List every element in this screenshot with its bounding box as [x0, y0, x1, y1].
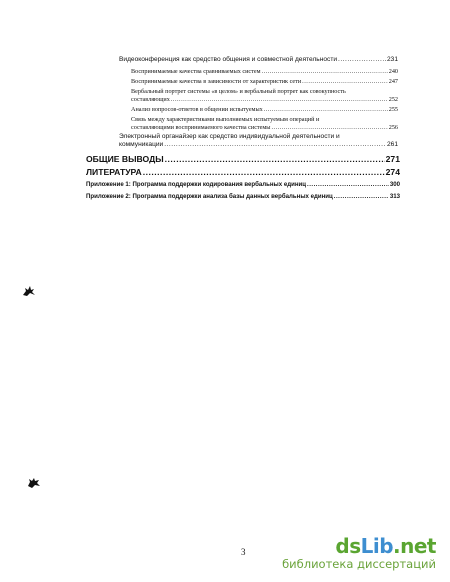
toc-entry[interactable] [131, 124, 398, 131]
toc-entry-page: 271 [385, 154, 400, 164]
toc-entry-page: 240 [388, 68, 398, 75]
dot-leader [262, 68, 388, 75]
dot-leader [165, 154, 385, 164]
toc-entry[interactable] [131, 96, 398, 103]
dot-leader [164, 141, 386, 148]
toc-entry-page: 274 [385, 167, 400, 177]
toc-entry-label: Видеоконференция как средство общения и совместной деятельности [119, 56, 338, 63]
dot-leader [171, 96, 388, 103]
dslib-logo[interactable] [282, 536, 436, 571]
logo-ds: ds [335, 534, 361, 558]
dot-leader [271, 124, 387, 131]
logo-lib: Lib [360, 534, 394, 558]
dot-leader [338, 56, 386, 63]
logo-net: .net [393, 534, 436, 558]
toc-entry-page: 313 [389, 193, 400, 200]
toc-entry-label-line1: Электронный органайзер как средство индивидуальной деятельности и [119, 133, 340, 140]
toc-entry[interactable] [119, 141, 398, 148]
toc-entry[interactable] [86, 193, 400, 200]
toc-entry-label: Воспринимаемые качества в зависимости от характеристик сети [131, 78, 302, 85]
page-number: 3 [241, 547, 246, 557]
toc-entry[interactable] [86, 181, 400, 188]
dot-leader [334, 193, 389, 200]
toc-entry-label: ЛИТЕРАТУРА [86, 167, 142, 177]
logo-tagline: библиотека диссертаций [282, 557, 436, 571]
toc-entry-label-line2: коммуникации [119, 141, 164, 148]
toc-entry[interactable] [131, 68, 398, 75]
toc-entry-label: Анализ вопросов-ответов в общении испытуемых [131, 106, 263, 113]
ink-mark-icon [22, 285, 36, 297]
toc-entry[interactable] [131, 78, 398, 85]
toc-entry-label-line2: составляющих [131, 96, 170, 103]
toc-entry-label: Приложение 2: Программа поддержки анализа базы данных вербальных единиц [86, 193, 333, 200]
toc-entry[interactable] [119, 56, 398, 63]
toc-entry-page: 252 [388, 96, 398, 103]
toc-entry-label: Приложение 1: Программа поддержки кодирования вербальных единиц [86, 181, 307, 188]
toc-entry[interactable] [86, 167, 400, 177]
toc-entry-page: 300 [389, 181, 400, 188]
toc-entry[interactable] [131, 106, 398, 113]
logo-wordmark [282, 536, 436, 556]
toc-entry-page: 256 [388, 124, 398, 131]
toc-entry[interactable] [86, 154, 400, 164]
toc-entry-label-line2: составляющими воспринимаемого качества системы [131, 124, 271, 131]
dot-leader [264, 106, 388, 113]
ink-mark-icon [27, 477, 41, 489]
toc-entry-page: 261 [386, 141, 398, 148]
toc-entry-page: 247 [388, 78, 398, 85]
toc-entry-page: 255 [388, 106, 398, 113]
toc-entry-label-line1: Связь между характеристиками выполняемых испытуемым операций и [131, 116, 320, 123]
dot-leader [143, 167, 385, 177]
toc-entry-page: 231 [386, 56, 398, 63]
toc-entry-label: ОБЩИЕ ВЫВОДЫ [86, 154, 164, 164]
toc-entry-label: Воспринимаемые качества сравниваемых систем [131, 68, 261, 75]
dot-leader [302, 78, 388, 85]
toc-entry-label-line1: Вербальный портрет системы «в целом» и вербальный портрет как совокупность [131, 88, 346, 95]
dot-leader [307, 181, 389, 188]
